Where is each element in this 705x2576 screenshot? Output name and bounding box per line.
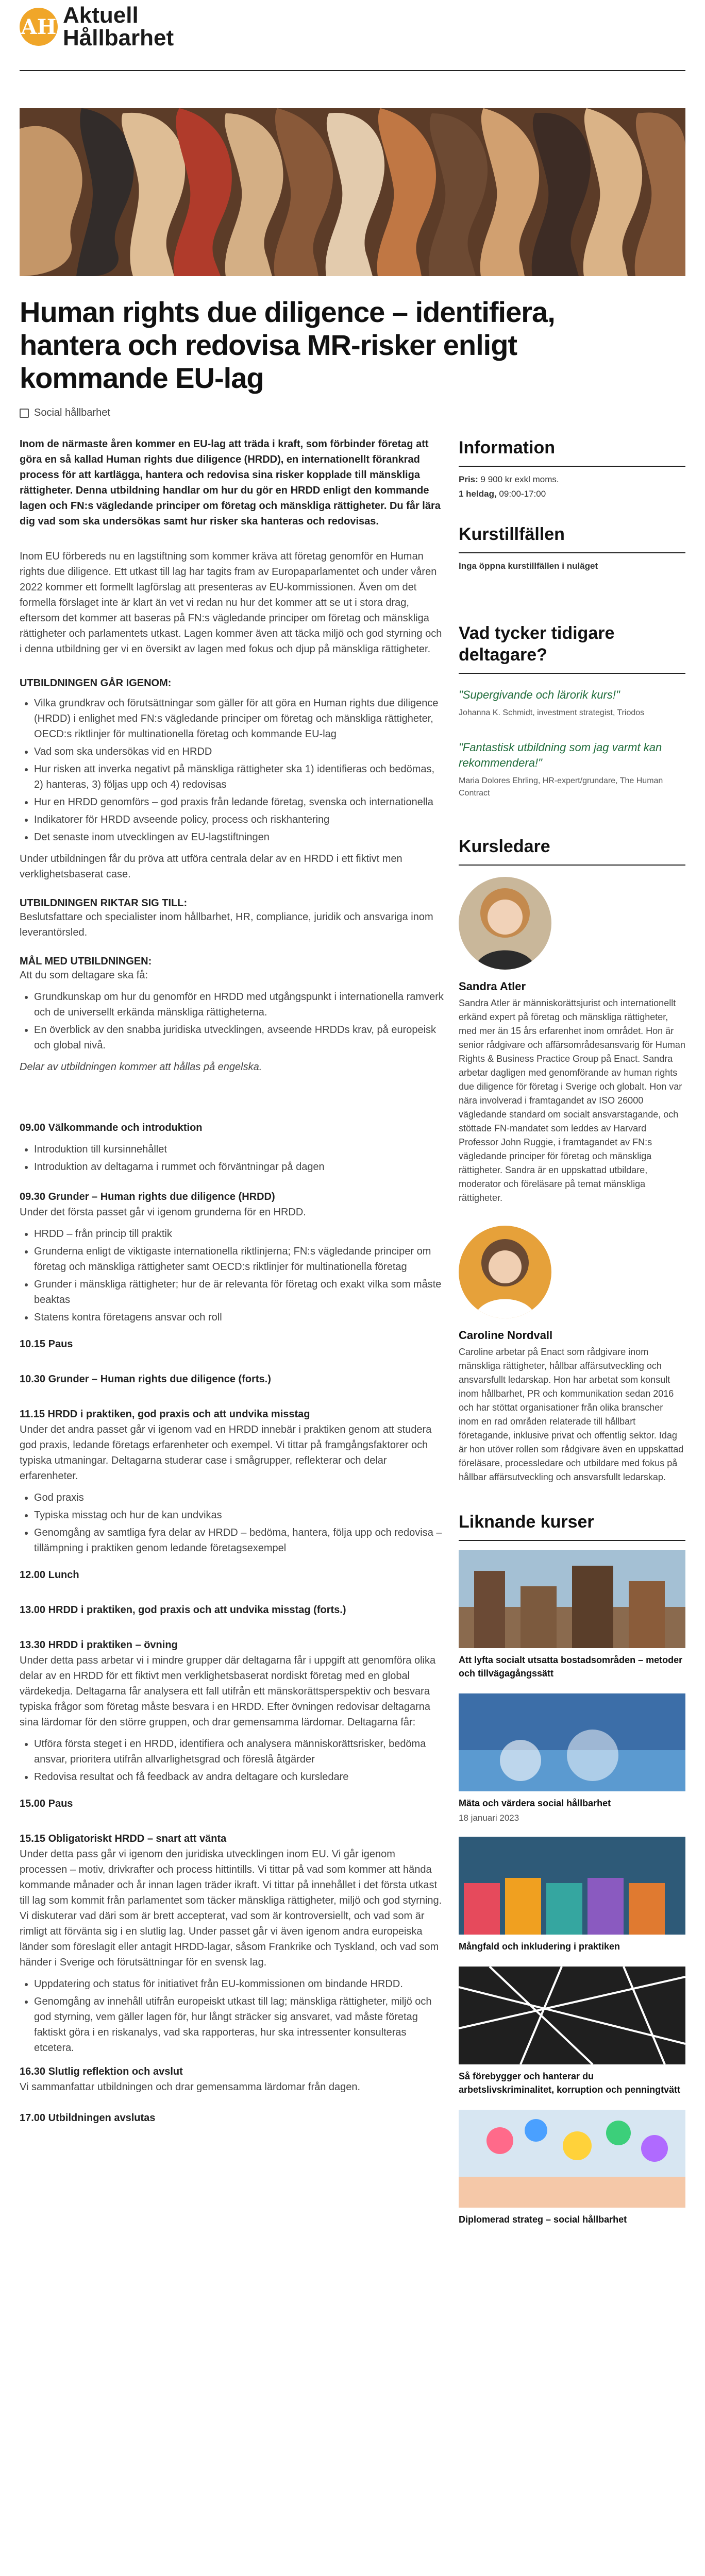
list-item: • Det senaste inom utvecklingen av EU-lagstiftningen	[34, 829, 445, 845]
list-item: • Typiska misstag och hur de kan undvikas	[34, 1507, 445, 1523]
card-illustration	[459, 1693, 685, 1791]
hero-faces-illustration	[20, 108, 685, 276]
course-dates-panel	[459, 523, 685, 573]
card-title: Mäta och värdera social hållbarhet	[459, 1798, 611, 1808]
logo-wordmark	[63, 4, 174, 49]
card-illustration	[459, 1967, 685, 2064]
reviews-panel	[459, 622, 685, 800]
logo-line-1: Aktuell	[63, 3, 139, 28]
schedule-block	[20, 1637, 445, 1785]
course-leader	[459, 1226, 685, 1484]
duration-label: 1 heldag,	[459, 489, 497, 499]
schedule-list	[34, 1142, 445, 1175]
list-item: • Introduktion till kursinnehållet	[34, 1142, 445, 1157]
schedule-block	[20, 1406, 445, 1556]
schedule-list	[34, 1736, 445, 1785]
list-item: • Hur en HRDD genomförs – god praxis från ledande företag, svenska och internationella	[34, 794, 445, 810]
avatar	[459, 877, 551, 970]
sidebar	[459, 437, 685, 2226]
section-heading: UTBILDNINGEN GÅR IGENOM:	[20, 677, 172, 689]
schedule-text: Under detta pass arbetar vi i mindre grupper där deltagarna får i uppgift att genomföra olika delar av en HRDD för ett fiktivt men verklighetsbaserat nordiskt företag med en global värdekedja. Deltagarna får analysera ett fall utifrån ett mänskorättsperspektiv och besvara typiska frågor som företag måste besvara i en HRDD. Efter övningen redovisar deltagarna sina lärdomar för den större gruppen, och drar gemensamma lärdomar. Deltagarna får:	[20, 1655, 436, 1728]
avatar-photo	[459, 1226, 551, 1318]
related-courses-panel	[459, 1511, 685, 2226]
schedule-block	[20, 2064, 445, 2095]
schedule-list	[34, 1490, 445, 1556]
review-quote: "Supergivande och lärorik kurs!"	[459, 688, 620, 701]
goals-text: Att du som deltagare ska få:	[20, 970, 148, 981]
logo-mark: AH	[20, 8, 58, 46]
avatar	[459, 1226, 551, 1318]
schedule-text: Under det andra passet går vi igenom vad en HRDD innebär i praktiken genom att studera god praxis, ledande företags erfarenheter och exempel. Vi tittar på framgångsfaktorer och typiska utmaningar. Deltagarna studerar case i smågrupper, reflekterar och delar erfarenheter.	[20, 1424, 432, 1482]
section-audience	[20, 897, 445, 940]
info-heading: Information	[459, 437, 685, 467]
list-item: • God praxis	[34, 1490, 445, 1505]
course-dates-heading: Kurstillfällen	[459, 523, 685, 553]
course-leaders-heading: Kursledare	[459, 836, 685, 866]
article-lead: Inom de närmaste åren kommer en EU-lag att träda i kraft, som förbinder företag att göra en så kallad Human rights due diligence (HRDD), en internationellt förankrad process för att kartlägga, hantera och redovisa sina risker kopplade till mänskliga rättigheter. Denna utbildning handlar om hur du gör en HRDD enligt den kommande lagen och FN:s vägledande principer om företag och mänskliga rättigheter. Du får lära dig vad som ska undersökas samt hur risker ska hanteras och redovisas.	[20, 438, 441, 527]
course-dates-text: Inga öppna kurstillfällen i nuläget	[459, 561, 598, 571]
card-title: Att lyfta socialt utsatta bostadsområden – metoder och tillvägagångssätt	[459, 1655, 683, 1679]
list-item: • Grunder i mänskliga rättigheter; hur de är relevanta för företag och exakt vilka som måste beaktas	[34, 1277, 445, 1308]
list-item: • Hur risken att inverka negativt på mänskliga rättigheter ska 1) identifieras och bedömas, 2) hanteras, 3) följas upp och 4) redovisas	[34, 761, 445, 792]
schedule-time-heading: 09.30 Grunder – Human rights due diligence (HRDD)	[20, 1191, 275, 1202]
schedule-block	[20, 1189, 445, 1325]
schedule-time-heading: 12.00 Lunch	[20, 1569, 79, 1581]
schedule-block	[20, 1831, 445, 2056]
leader-bio: Sandra Atler är människorättsjurist och internationellt erkänd expert på företag och mänskliga rättigheter, med mer än 15 års erfarenhet inom området. Hon är senior rådgivare och affärsområdesansvarig för Human Rights & Business Practice Group på Enact. Sandra arbetar dagligen med genomförande av human rights due diligence för företag i Sverige och globalt. Hon var nära involverad i framtagandet av ISO 26000 vägledande standard om socialt ansvarstagande, och stöttade FN-mandatet som leddes av Harvard Professor John Ruggie, i framtagandet av FN:s vägledande principer för företag och mänskliga rättigheter. Sandra är en uppskattad utbildare, moderator och föreläsare på temat mänskliga rättigheter.	[459, 998, 685, 1203]
section-heading: MÅL MED UTBILDNINGEN:	[20, 956, 152, 967]
contents-list	[34, 696, 445, 845]
related-course-card[interactable]	[459, 1837, 685, 1953]
card-image	[459, 1550, 685, 1648]
list-item: • Statens kontra företagens ansvar och roll	[34, 1310, 445, 1325]
leader-name: Caroline Nordvall	[459, 1329, 553, 1342]
review	[459, 740, 685, 800]
price-row	[459, 473, 685, 486]
section-goals	[20, 956, 445, 1075]
list-item: • HRDD – från princip till praktik	[34, 1226, 445, 1242]
card-illustration	[459, 1550, 685, 1648]
section-contents	[20, 677, 445, 882]
related-course-card[interactable]	[459, 1693, 685, 1823]
schedule-list	[34, 1226, 445, 1325]
related-courses-heading: Liknande kurser	[459, 1511, 685, 1541]
list-item: • Introduktion av deltagarna i rummet och förväntningar på dagen	[34, 1159, 445, 1175]
card-date: 18 januari 2023	[459, 1813, 519, 1823]
logo-line-2: Hållbarhet	[63, 25, 174, 50]
card-image	[459, 1693, 685, 1791]
schedule-time-heading: 16.30 Slutlig reflektion och avslut	[20, 2066, 183, 2077]
list-item: • Genomgång av samtliga fyra delar av HRDD – bedöma, hantera, följa upp och redovisa – tillämpning i praktiken genom ledande företagsexempel	[34, 1525, 445, 1556]
schedule-time-heading: 15.00 Paus	[20, 1798, 73, 1809]
goals-note: Delar av utbildningen kommer att hållas på engelska.	[20, 1061, 262, 1073]
info-panel	[459, 437, 685, 501]
card-title: Så förebygger och hanterar du arbetslivskriminalitet, korruption och penningtvätt	[459, 2071, 681, 2095]
schedule-block	[20, 1120, 445, 1175]
course-leaders-panel	[459, 836, 685, 1484]
list-item: • Vilka grundkrav och förutsättningar som gäller för att göra en Human rights due diligence (HRDD) i enlighet med FN:s vägledande principer om företag och mänskliga rättigheter, OECD:s riktlinjer för multinationella företag och kommande EU-lag	[34, 696, 445, 742]
course-leader	[459, 877, 685, 1205]
goals-list	[34, 989, 445, 1053]
article-title: Human rights due diligence – identifiera, hantera och redovisa MR-risker enligt kommande EU-lag	[20, 296, 555, 394]
card-illustration	[459, 1837, 685, 1935]
schedule-time-heading: 13.00 HRDD i praktiken, god praxis och att undvika misstag (forts.)	[20, 1604, 346, 1616]
list-item: • Grunderna enligt de viktigaste internationella riktlinjerna; FN:s vägledande principer om företag och mänskliga rättigheter samt OECD:s riktlinjer för multinationella företag	[34, 1244, 445, 1275]
card-title: Mångfald och inkludering i praktiken	[459, 1941, 620, 1952]
audience-text: Beslutsfattare och specialister inom hållbarhet, HR, compliance, juridik och ansvariga inom leverantörsled.	[20, 911, 433, 938]
list-item: • Utföra första steget i en HRDD, identifiera och analysera människorättsrisker, bedöma ansvar, prioritera utifrån allvarlighetsgrad och föreslå åtgärder	[34, 1736, 445, 1767]
price-value: 9 900 kr exkl moms.	[480, 474, 559, 484]
article-intro: Inom EU förbereds nu en lagstiftning som kommer kräva att företag genomför en Human rights due diligence. Ett utkast till lag har tagits fram av Europaparlamentet och under våren 2022 kommer ett formellt lagförslag att presenteras av EU-kommissionen. Även om det formella förslaget inte är klart än vet vi redan nu hur det kommer att se ut i stora drag, eftersom det kommer att baseras på FN:s vägledande principer om företag och mänskliga rättigheter och parlamentets utkast. Lagen kommer även att täcka miljö och god styrning och i denna utbildning ger vi en översikt av lagen med fokus och djup på mänskliga rättigheter.	[20, 551, 442, 655]
schedule-time-heading: 09.00 Välkommande och introduktion	[20, 1122, 203, 1133]
duration-row	[459, 487, 685, 501]
avatar-photo	[459, 877, 551, 970]
schedule-time-heading: 11.15 HRDD i praktiken, god praxis och att undvika misstag	[20, 1409, 310, 1420]
related-course-card[interactable]	[459, 1967, 685, 2096]
schedule-time-heading: 10.30 Grunder – Human rights due diligence (forts.)	[20, 1374, 271, 1385]
review	[459, 687, 685, 719]
review-source: Maria Dolores Ehrling, HR-expert/grundare, The Human Contract	[459, 776, 663, 798]
card-illustration	[459, 2110, 685, 2208]
hero-image	[20, 108, 685, 276]
leader-name: Sandra Atler	[459, 980, 526, 993]
list-item: • Grundkunskap om hur du genomför en HRDD med utgångspunkt i internationella ramverk och de universellt erkända mänskliga rättigheterna.	[34, 989, 445, 1020]
card-image	[459, 1837, 685, 1935]
card-title: Diplomerad strateg – social hållbarhet	[459, 2214, 627, 2225]
contents-note: Under utbildningen får du pröva att utföra centrala delar av en HRDD i ett fiktivt men verklighetsbaserat case.	[20, 853, 402, 880]
schedule-time-heading: 15.15 Obligatoriskt HRDD – snart att vänta	[20, 1833, 227, 1844]
list-item: • Vad som ska undersökas vid en HRDD	[34, 744, 445, 759]
schedule-text: Vi sammanfattar utbildningen och drar gemensamma lärdomar från dagen.	[20, 2081, 361, 2093]
schedule-time-heading: 17.00 Utbildningen avslutas	[20, 2112, 156, 2124]
site-header	[20, 0, 685, 71]
duration-value: 09:00-17:00	[499, 489, 546, 499]
related-course-card[interactable]	[459, 1550, 685, 1680]
schedule-list	[34, 1976, 445, 2056]
schedule-time-heading: 13.30 HRDD i praktiken – övning	[20, 1639, 178, 1651]
list-item: • Uppdatering och status för initiativet från EU-kommissionen om bindande HRDD.	[34, 1976, 445, 1992]
card-image	[459, 2110, 685, 2208]
schedule	[20, 1120, 445, 2126]
list-item: • Genomgång av innehåll utifrån europeiskt utkast till lag; mänskliga rättigheter, miljö och god styrning, vem gäller lagen för, hur långt sträcker sig ansvaret, vad måste företag faktiskt göra i en riskanalys, vad ska rapporteras, hur ska intressenter konsulteras etcetera.	[34, 1994, 445, 2056]
section-heading: UTBILDNINGEN RIKTAR SIG TILL:	[20, 897, 188, 909]
schedule-text: Under detta pass går vi igenom den juridiska utvecklingen inom EU. Vi går igenom processen – motiv, drivkrafter och process hittintills. Vi tittar på vad som kommer att hända kommande månader och år innan lagen träder ikraft. Vi tittar på innehållet i det första utkast till lag som kommit från parlamentet som täcker mänskliga rättigheter, miljö och god styrning. Vi diskuterar vad däri som är brett accepterat, vad som är kontroversiellt, och vad som är rimligt att förvänta sig i en slutlig lag. Under passet går vi även igenom andra europeiska länder som föreslagit eller antagit HRDD-lagar, såsom Frankrike och Tyskland, och vad som händer i Sverige och förutsättningar för en svensk lag.	[20, 1849, 442, 1968]
review-source: Johanna K. Schmidt, investment strategist, Triodos	[459, 708, 645, 717]
related-course-card[interactable]	[459, 2110, 685, 2226]
schedule-text: Under det första passet går vi igenom grunderna för en HRDD.	[20, 1207, 306, 1218]
leader-bio: Caroline arbetar på Enact som rådgivare inom mänskliga rättigheter, hållbar affärsutveckling och ansvarsfullt ledarskap. Hon har arbetat som konsult inom hållbarhet, PR och kommunikation sedan 2016 och har stöttat organisationer från olika branscher inom en rad områden relaterade till hållbart företagande, inklusive privat och offentlig sektor. Idag är hon utöver rollen som rådgivare även en uppskattad föreläsare, processledare och utbildare med fokus på hållbar affärsutveckling och ansvarsfullt ledarskap.	[459, 1347, 684, 1482]
list-item: • Indikatorer för HRDD avseende policy, process och riskhantering	[34, 812, 445, 827]
article-category[interactable]	[20, 407, 445, 419]
list-item: • En överblick av den snabba juridiska utvecklingen, avseende HRDDs krav, på europeisk och global nivå.	[34, 1022, 445, 1053]
list-item: • Redovisa resultat och få feedback av andra deltagare och kursledare	[34, 1769, 445, 1785]
review-quote: "Fantastisk utbildning som jag varmt kan rekommendera!"	[459, 741, 662, 769]
card-image	[459, 1967, 685, 2064]
price-label: Pris:	[459, 474, 478, 484]
reviews-heading: Vad tycker tidigare deltagare?	[459, 622, 685, 674]
schedule-time-heading: 10.15 Paus	[20, 1338, 73, 1350]
site-logo[interactable]	[20, 4, 174, 49]
category-icon	[20, 409, 29, 418]
category-label: Social hållbarhet	[34, 407, 110, 418]
